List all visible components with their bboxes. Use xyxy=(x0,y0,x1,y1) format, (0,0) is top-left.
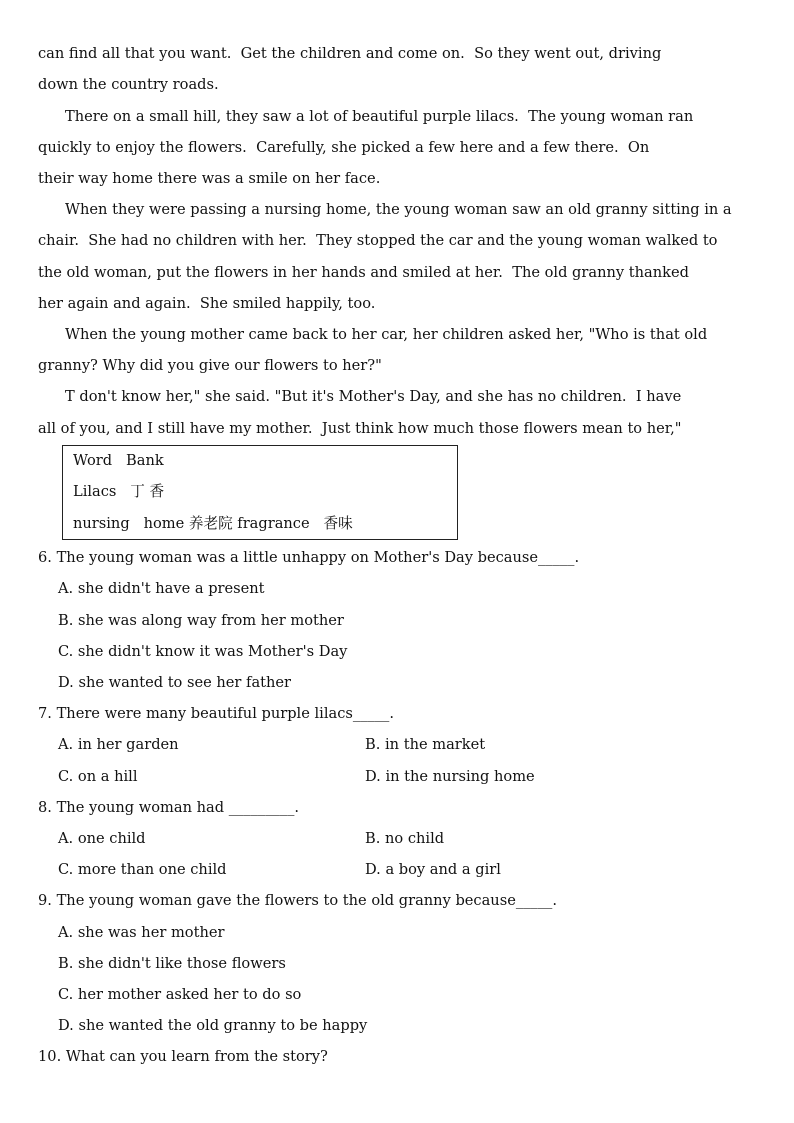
word-bank-entry: nursing home 养老院 fragrance 香味 xyxy=(73,515,353,532)
question-6-stem: 6. The young woman was a little unhappy on Mother's Day because_____. xyxy=(38,549,580,566)
question-7-option-a: A. in her garden xyxy=(58,736,179,753)
question-9-stem: 9. The young woman gave the flowers to the old granny because_____. xyxy=(38,892,557,909)
passage-line: all of you, and I still have my mother. Just think how much those flowers mean to her," xyxy=(38,420,682,437)
question-8-option-d: D. a boy and a girl xyxy=(365,861,501,878)
passage-line: granny? Why did you give our flowers to her?" xyxy=(38,357,382,374)
question-8-stem: 8. The young woman had _________. xyxy=(38,799,300,816)
question-6-option-b: B. she was along way from her mother xyxy=(58,612,344,629)
passage-line: When the young mother came back to her car, her children asked her, "Who is that old xyxy=(65,326,708,343)
passage-line: There on a small hill, they saw a lot of beautiful purple lilacs. The young woman ran xyxy=(65,108,694,125)
passage-line: chair. She had no children with her. They stopped the car and the young woman walked to xyxy=(38,232,718,249)
passage-line: When they were passing a nursing home, the young woman saw an old granny sitting in a xyxy=(65,201,732,218)
question-7-option-c: C. on a hill xyxy=(58,768,138,785)
question-9-option-d: D. she wanted the old granny to be happy xyxy=(58,1017,368,1034)
question-9-option-c: C. her mother asked her to do so xyxy=(58,986,302,1003)
question-9-option-a: A. she was her mother xyxy=(58,924,225,941)
question-6-option-a: A. she didn't have a present xyxy=(58,580,265,597)
question-7-stem: 7. There were many beautiful purple lilacs_____. xyxy=(38,705,394,722)
question-6-option-c: C. she didn't know it was Mother's Day xyxy=(58,643,348,660)
question-8-option-a: A. one child xyxy=(58,830,146,847)
question-8-option-c: C. more than one child xyxy=(58,861,227,878)
word-bank-title: Word Bank xyxy=(73,452,164,469)
passage-line: their way home there was a smile on her face. xyxy=(38,170,381,187)
passage-line: her again and again. She smiled happily, too. xyxy=(38,295,376,312)
question-6-option-d: D. she wanted to see her father xyxy=(58,674,292,691)
passage-line: quickly to enjoy the flowers. Carefully, she picked a few here and a few there. On xyxy=(38,139,650,156)
passage-line: T don't know her," she said. "But it's Mother's Day, and she has no children. I have xyxy=(65,388,682,405)
question-8-option-b: B. no child xyxy=(365,830,445,847)
passage-line: down the country roads. xyxy=(38,76,219,93)
question-10-stem: 10. What can you learn from the story? xyxy=(38,1048,328,1065)
passage-line: the old woman, put the flowers in her hands and smiled at her. The old granny thanked xyxy=(38,264,689,281)
question-9-option-b: B. she didn't like those flowers xyxy=(58,955,286,972)
question-7-option-b: B. in the market xyxy=(365,736,486,753)
question-7-option-d: D. in the nursing home xyxy=(365,768,535,785)
word-bank-box xyxy=(62,445,458,540)
word-bank-entry: Lilacs 丁 香 xyxy=(73,483,165,500)
passage-line: can find all that you want. Get the children and come on. So they went out, driving xyxy=(38,45,662,62)
